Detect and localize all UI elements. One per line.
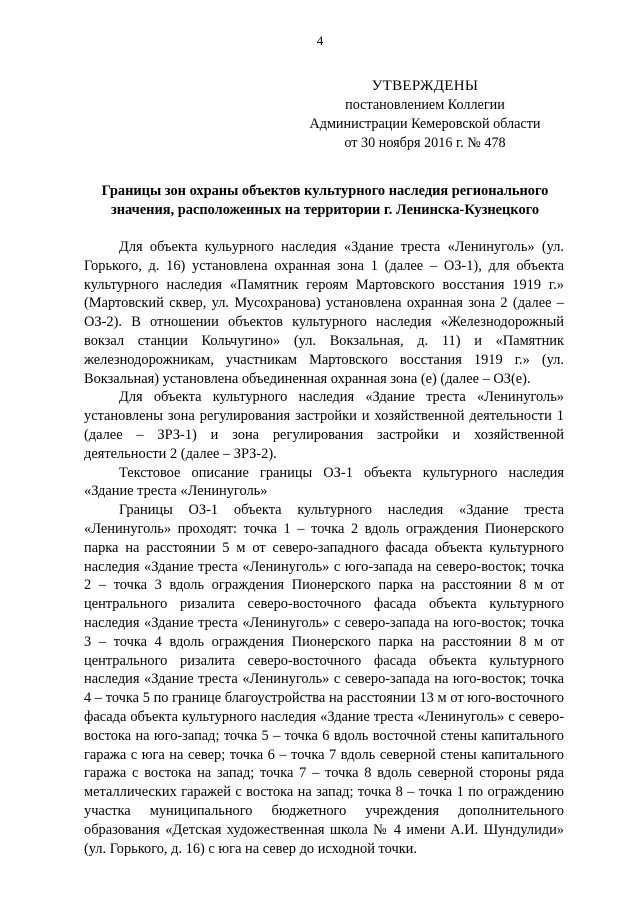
paragraph-1: Для объекта кульурного наследия «Здание треста «Ленинуголь» (ул. Горького, д. 16) установлена охранная зона 1 (далее – ОЗ-1), для объекта культурного наследия «Памятник героям Мартовского восстания 1919 г.» (Мартовский сквер, ул. Мусохранова) установлена охранная зона 2 (далее – ОЗ-2). В отношении объектов культурного наследия «Железнодорожный вокзал станции Кольчугино» (ул. Вокзальная, д. 11) и «Памятник железнодорожникам, участникам Мартовского восстания 1919 г.» (ул. Вокзальная) установлена объединенная охранная зона (е) (далее – ОЗ(е).: [84, 239, 564, 387]
approval-line-3: от 30 ноября 2016 г. № 478: [344, 135, 506, 151]
approval-line-2: Администрации Кемеровской области: [309, 116, 541, 132]
paragraph-3: Текстовое описание границы ОЗ-1 объекта культурного наследия «Здание треста «Ленинуголь»: [84, 464, 564, 500]
page-number: 4: [316, 33, 324, 48]
document-title: Границы зон охраны объектов культурного наследия регионального значения, расположенных на территории г. Ленинска-Кузнецкого: [101, 183, 549, 218]
body-text: [84, 238, 564, 858]
paragraph-4: Границы ОЗ-1 объекта культурного наследия «Здание треста «Ленинуголь» проходят: точка 1 – точка 2 вдоль ограждения Пионерского парка на расстоянии 5 м от северо-западного фасада объекта культурного наследия «Здание треста «Ленинуголь» с юго-запада на северо-восток; точка 2 – точка 3 вдоль ограждения Пионерского парка на расстоянии 8 м от центрального ризалита северо-восточного фасада объекта культурного наследия «Здание треста «Ленинуголь» с северо-запада на юго-восток; точка 3 – точка 4 вдоль ограждения Пионерского парка на расстоянии 8 м от центрального ризалита северо-восточного фасада объекта культурного наследия «Здание треста «Ленинуголь» с северо-запада на юго-восток; точка 4 – точка 5 по границе благоустройства на расстоянии 13 м от юго-восточного фасада объекта культурного наследия «Здание треста «Ленинуголь» с северо-востока на юго-запад; точка 5 – точка 6 вдоль восточной стены капитального гаража с юга на север; точка 6 – точка 7 вдоль северной стены капитального гаража с востока на запад; точка 7 – точка 8 вдоль северной стороны ряда металлических гаражей с востока на запад; точка 8 – точка 1 по ограждению участка муниципального бюджетного учреждения дополнительного образования «Детская художественная школа № 4 имени А.И. Шундулиди» (ул. Горького, д. 16) с юга на север до исходной точки.: [84, 502, 564, 857]
approval-line-1: постановлением Коллегии: [345, 97, 505, 113]
approval-title: УТВЕРЖДЕНЫ: [371, 78, 479, 94]
approval-block: [300, 77, 550, 153]
paragraph-2: Для объекта культурного наследия «Здание треста «Ленинуголь» установлены зона регулирования застройки и хозяйственной деятельности 1 (далее – ЗРЗ-1) и зона регулирования застройки и хозяйственной деятельности 2 (далее – ЗРЗ-2).: [84, 389, 564, 462]
